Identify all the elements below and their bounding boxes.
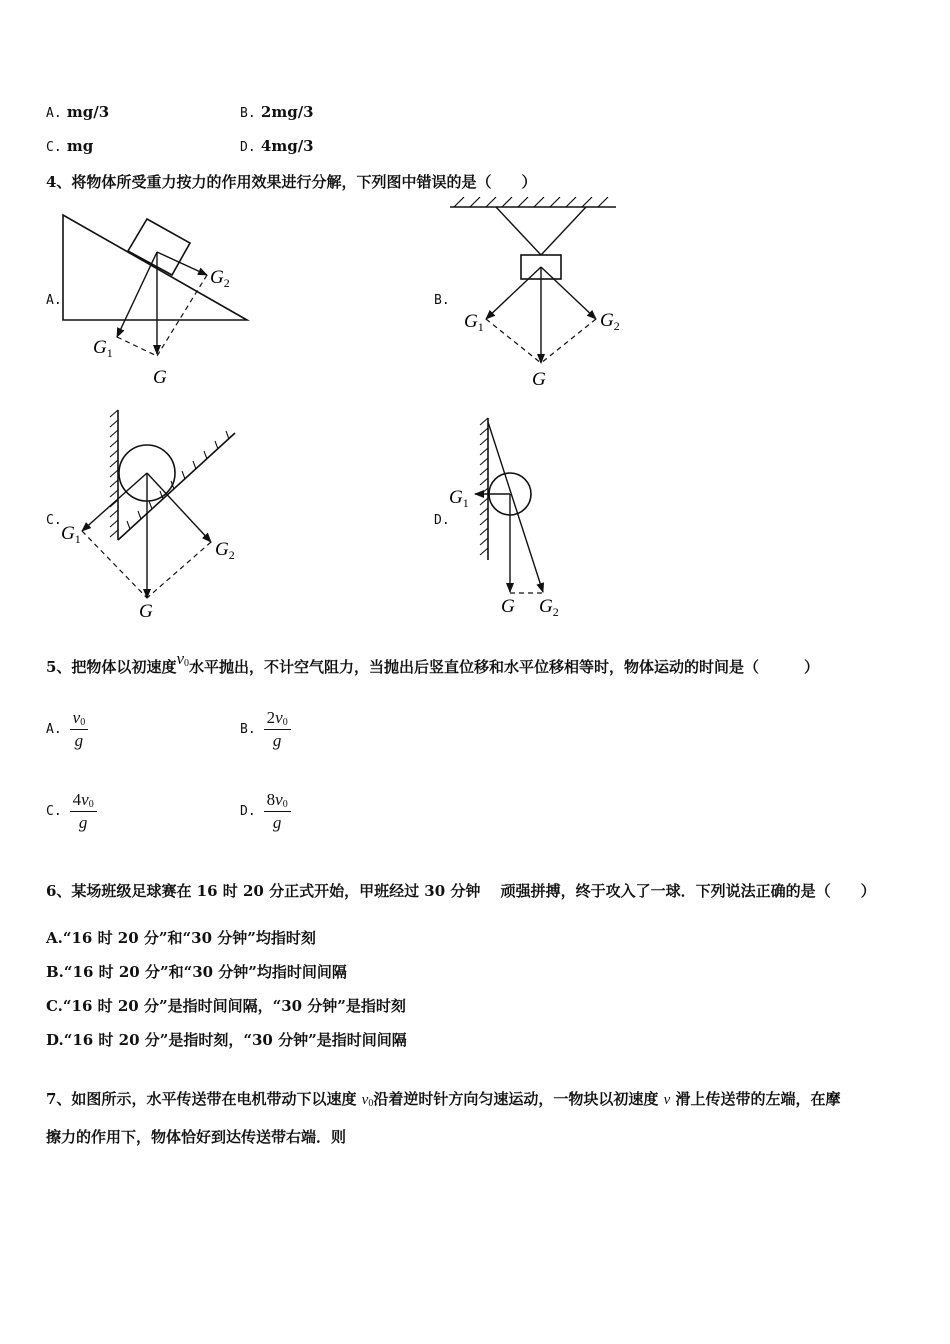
q5-option-c: C. $\frac{4v_0}{g}$ <box>46 786 97 836</box>
q3-option-c: C. mg <box>46 137 94 155</box>
fraction: $\frac{8v_0}{g}$ <box>264 790 291 833</box>
arrow-g1 <box>486 267 541 319</box>
q7-line-1: 7、如图所示，水平传送带在电机带动下以速度 $v_0$沿着逆时针方向匀速运动，一物块以初速度 v 滑上传送带的左端，在摩 <box>46 1090 841 1109</box>
q3-option-d: D. 4mg/3 <box>240 137 314 155</box>
dash-1 <box>486 319 541 363</box>
q4-label-a: A. <box>46 293 62 308</box>
label-g2: $G_2$ <box>539 596 559 619</box>
fraction: $\frac{2v_0}{g}$ <box>264 708 291 751</box>
block <box>128 219 190 275</box>
wall-hatch <box>480 418 488 555</box>
rope-left <box>496 207 541 255</box>
label-g2: $G_2$ <box>215 539 235 562</box>
label-g2: $G_2$ <box>210 267 230 290</box>
q6-option-a: A.“16 时 20 分”和“30 分钟”均指时刻 <box>46 929 316 947</box>
fraction: $\frac{4v_0}{g}$ <box>70 790 97 833</box>
label-g1: $G_1$ <box>449 487 469 510</box>
q5-option-b: B. $\frac{2v_0}{g}$ <box>240 704 291 754</box>
fraction: $\frac{v_0}{g}$ <box>70 708 89 751</box>
q4-label-c: C. <box>46 513 62 528</box>
q6-option-b: B.“16 时 20 分”和“30 分钟”均指时间间隔 <box>46 963 347 981</box>
q4-label-d: D. <box>434 513 450 528</box>
rope-right <box>541 207 586 255</box>
label-g: G <box>139 601 153 622</box>
dash-2 <box>157 275 207 356</box>
q3-option-a: A. mg/3 <box>46 103 110 121</box>
q5-option-d: D. $\frac{8v_0}{g}$ <box>240 786 291 836</box>
arrow-g2 <box>488 422 543 592</box>
arrow-g2 <box>541 267 596 319</box>
q4-label-b: B. <box>434 293 450 308</box>
q6-stem: 6、某场班级足球赛在 16 时 20 分正式开始，甲班经过 30 分钟 顽强拼搏，终于攻入了一球．下列说法正确的是（ ） <box>46 882 876 900</box>
label-g: G <box>501 596 515 617</box>
q5-stem: 5、把物体以初速度$v_0$水平抛出，不计空气阻力，当抛出后竖直位移和水平位移相等时，物体运动的时间是（ ） <box>46 649 820 676</box>
dash-2 <box>147 542 211 598</box>
q4-figure-a <box>55 205 255 390</box>
q4-stem: 4、将物体所受重力按力的作用效果进行分解，下列图中错误的是（ ） <box>46 173 537 191</box>
dash-1 <box>117 337 157 356</box>
label-g1: $G_1$ <box>61 523 81 546</box>
q3-option-b: B. 2mg/3 <box>240 103 314 121</box>
label-g: G <box>532 369 546 390</box>
wall-hatch <box>110 410 118 537</box>
label-g2: $G_2$ <box>600 310 620 333</box>
q4-figure-c <box>55 405 255 625</box>
q4-figure-d <box>445 410 585 625</box>
q5-option-a: A. $\frac{v_0}{g}$ <box>46 704 88 754</box>
dash-1 <box>82 531 147 598</box>
label-g1: $G_1$ <box>93 337 113 360</box>
ceiling-hatch <box>454 197 608 207</box>
q7-line-2: 擦力的作用下，物体恰好到达传送带右端．则 <box>46 1128 347 1146</box>
label-g1: $G_1$ <box>464 311 484 334</box>
dash-2 <box>541 319 596 363</box>
label-g: G <box>153 367 167 388</box>
q4-figure-b <box>440 195 640 395</box>
q6-option-d: D.“16 时 20 分”是指时刻，“30 分钟”是指时间间隔 <box>46 1031 407 1049</box>
arrow-g1 <box>117 252 157 337</box>
v0-symbol: $v_0$ <box>176 649 189 669</box>
q6-option-c: C.“16 时 20 分”是指时间间隔，“30 分钟”是指时刻 <box>46 997 406 1015</box>
